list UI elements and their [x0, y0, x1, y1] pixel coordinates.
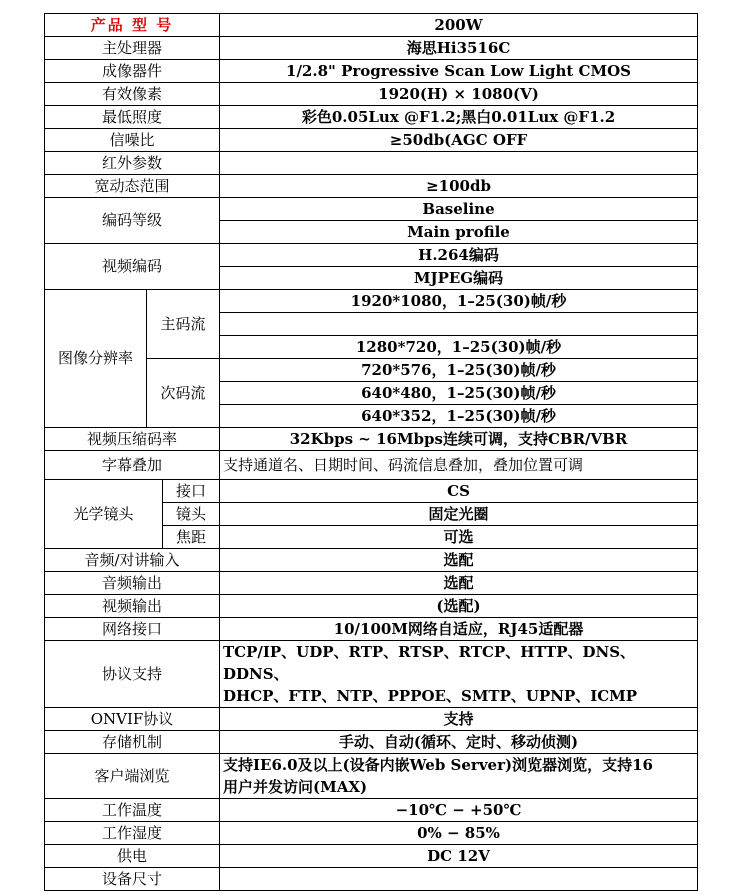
spec-label: 编码等级 — [45, 198, 220, 244]
optics-sub-label: 接口 — [163, 480, 220, 503]
table-row — [45, 799, 698, 822]
spec-label: 协议支持 — [45, 641, 220, 708]
spec-value: 选配 — [220, 572, 698, 595]
spec-label: 信噪比 — [45, 129, 220, 152]
protocols-line: DHCP、FTP、NTP、PPPOE、SMTP、UPNP、ICMP — [223, 687, 638, 705]
spec-value: Baseline — [220, 198, 698, 221]
spec-value: ≥100db — [220, 175, 698, 198]
spec-value: 支持通道名、日期时间、码流信息叠加，叠加位置可调 — [220, 451, 698, 480]
spec-label: 视频输出 — [45, 595, 220, 618]
spec-value — [220, 152, 698, 175]
spec-label: 红外参数 — [45, 152, 220, 175]
table-row — [45, 428, 698, 451]
table-row — [45, 244, 698, 267]
spec-value: 固定光圈 — [220, 503, 698, 526]
spec-value: MJPEG编码 — [220, 267, 698, 290]
spec-value: 640*352，1–25(30)帧/秒 — [220, 405, 698, 428]
table-row — [45, 83, 698, 106]
spec-value: ≥50db(AGC OFF — [220, 129, 698, 152]
spec-label: 工作湿度 — [45, 822, 220, 845]
spec-value: 720*576，1–25(30)帧/秒 — [220, 359, 698, 382]
table-row — [45, 198, 698, 221]
spec-label: 存储机制 — [45, 731, 220, 754]
spec-value — [220, 754, 698, 799]
table-row — [45, 451, 698, 480]
table-row — [45, 845, 698, 868]
client-line: 支持IE6.0及以上(设备内嵌Web Server)浏览器浏览，支持16 — [223, 756, 653, 774]
optics-sub-label: 焦距 — [163, 526, 220, 549]
table-row — [45, 572, 698, 595]
spec-value: 1280*720，1–25(30)帧/秒 — [220, 336, 698, 359]
spec-label: 有效像素 — [45, 83, 220, 106]
spec-value: H.264编码 — [220, 244, 698, 267]
spec-table — [44, 13, 698, 891]
table-row — [45, 480, 698, 503]
table-row — [45, 731, 698, 754]
main-stream-label: 主码流 — [147, 290, 220, 359]
spec-value: 彩色0.05Lux @F1.2;黑白0.01Lux @F1.2 — [220, 106, 698, 129]
spec-value: (选配) — [220, 595, 698, 618]
spec-value — [220, 641, 698, 708]
table-row — [45, 822, 698, 845]
table-row — [45, 868, 698, 891]
spec-label: 宽动态范围 — [45, 175, 220, 198]
table-row — [45, 37, 698, 60]
spec-value: 1920(H) × 1080(V) — [220, 83, 698, 106]
spec-value — [220, 868, 698, 891]
spec-label: 客户端浏览 — [45, 754, 220, 799]
table-row — [45, 595, 698, 618]
spec-label: 音频/对讲输入 — [45, 549, 220, 572]
spec-value: 1920*1080，1–25(30)帧/秒 — [220, 290, 698, 313]
spec-value: 10/100M网络自适应，RJ45适配器 — [220, 618, 698, 641]
spec-value: DC 12V — [220, 845, 698, 868]
table-row — [45, 641, 698, 708]
spec-label: 音频输出 — [45, 572, 220, 595]
table-row — [45, 129, 698, 152]
table-row — [45, 618, 698, 641]
spec-label: 网络接口 — [45, 618, 220, 641]
spec-label: 光学镜头 — [45, 480, 163, 549]
spec-value: 可选 — [220, 526, 698, 549]
spec-value: 0% − 85% — [220, 822, 698, 845]
spec-value: 支持 — [220, 708, 698, 731]
spec-label: 字幕叠加 — [45, 451, 220, 480]
spec-value: CS — [220, 480, 698, 503]
model-value: 200W — [220, 14, 698, 37]
table-row — [45, 175, 698, 198]
table-row — [45, 60, 698, 83]
table-row — [45, 152, 698, 175]
spec-value: 手动、自动(循环、定时、移动侦测) — [220, 731, 698, 754]
spec-label: ONVIF协议 — [45, 708, 220, 731]
spec-value: Main profile — [220, 221, 698, 244]
spec-value: 1/2.8" Progressive Scan Low Light CMOS — [220, 60, 698, 83]
spec-label: 供电 — [45, 845, 220, 868]
spec-label: 工作温度 — [45, 799, 220, 822]
spec-value — [220, 313, 698, 336]
table-row-model — [45, 14, 698, 37]
table-row — [45, 290, 698, 313]
spec-label: 视频压缩码率 — [45, 428, 220, 451]
spec-label: 设备尺寸 — [45, 868, 220, 891]
spec-value: 640*480，1–25(30)帧/秒 — [220, 382, 698, 405]
table-row — [45, 106, 698, 129]
client-line: 用户并发访问(MAX) — [223, 778, 368, 796]
model-label: 产品 型 号 — [45, 14, 220, 37]
optics-sub-label: 镜头 — [163, 503, 220, 526]
spec-value: 海思Hi3516C — [220, 37, 698, 60]
table-row — [45, 708, 698, 731]
spec-value: −10℃ − +50℃ — [220, 799, 698, 822]
spec-value: 选配 — [220, 549, 698, 572]
spec-value: 32Kbps ~ 16Mbps连续可调，支持CBR/VBR — [220, 428, 698, 451]
spec-label: 图像分辨率 — [45, 290, 147, 428]
spec-label: 视频编码 — [45, 244, 220, 290]
protocols-line: TCP/IP、UDP、RTP、RTSP、RTCP、HTTP、DNS、DDNS、 — [223, 643, 636, 683]
table-row — [45, 754, 698, 799]
sub-stream-label: 次码流 — [147, 359, 220, 428]
spec-label: 成像器件 — [45, 60, 220, 83]
table-row — [45, 549, 698, 572]
spec-label: 最低照度 — [45, 106, 220, 129]
spec-label: 主处理器 — [45, 37, 220, 60]
